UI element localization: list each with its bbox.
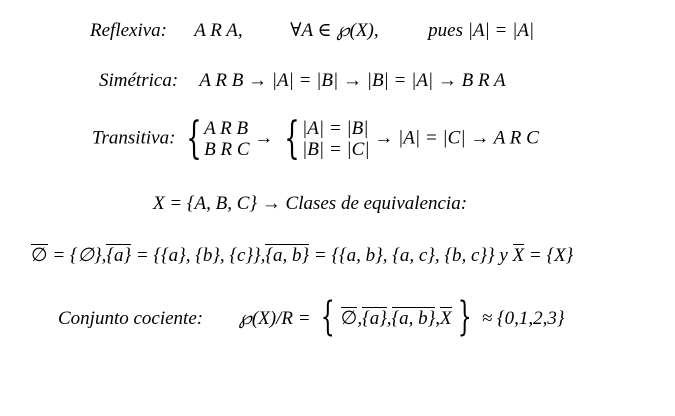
clase-vacio: ∅ — [31, 245, 48, 266]
clase-ab-eq: = {{a, b}, {a, c}, {b, c}} — [313, 245, 495, 266]
simetrica-label: Simétrica: — [99, 70, 179, 91]
reflexiva-label: Reflexiva: — [90, 20, 168, 41]
simetrica-line — [0, 69, 675, 93]
transitiva-case-2: B R C — [204, 138, 250, 160]
clase-a-eq: = {{a}, {b}, {c}}, — [135, 245, 266, 266]
cociente-ab: {a, b} — [391, 308, 436, 329]
clase-x: X — [512, 245, 525, 266]
cociente-a: {a} — [362, 308, 387, 329]
reflexiva-forall: ∀A ∈ ℘(X), — [290, 20, 379, 41]
transitiva-tail: → |A| = |C| → A R C — [374, 127, 539, 149]
cociente-close-brace: } — [457, 294, 472, 340]
transitiva-label: Transitiva: — [92, 127, 176, 149]
cociente-lhs: ℘(X)/R = — [238, 308, 311, 329]
clases-label: Clases de equivalencia: — [285, 193, 468, 214]
transitiva-eq-1: |A| = |B| — [302, 117, 369, 139]
clase-a: a — [114, 245, 124, 266]
transitiva-equalities — [278, 112, 370, 164]
transitiva-cases — [180, 112, 250, 164]
conjunto-x-line — [0, 192, 675, 216]
conjunto-x-expr: X = {A, B, C} → — [153, 193, 281, 214]
clase-x-eq: = {X} — [528, 245, 574, 266]
reflexiva-pues: pues — [428, 20, 463, 41]
transitiva-case-1: A R B — [204, 117, 249, 139]
clase-a-overline: {a} — [106, 245, 132, 266]
reflexiva-rhs: |A| = |A| — [467, 20, 535, 41]
cociente-x: X — [440, 308, 452, 329]
left-brace-1: { — [186, 112, 202, 164]
left-brace-2: { — [284, 112, 300, 164]
transitiva-eq-2: |B| = |C| — [302, 138, 370, 160]
clase-y: y — [499, 245, 508, 266]
clase-ab-overline: {a, b} — [265, 245, 310, 266]
reflexiva-line — [0, 19, 675, 43]
cociente-approx: ≈ {0,1,2,3} — [481, 308, 565, 329]
simetrica-expr: A R B → |A| = |B| → |B| = |A| → B R A — [199, 70, 506, 91]
clase-vacio-eq: = {∅}, — [52, 245, 107, 266]
reflexiva-expr: A R A, — [194, 20, 243, 41]
cociente-label: Conjunto cociente: — [58, 308, 204, 329]
transitiva-line — [0, 112, 675, 164]
clase-ab: a, b — [273, 245, 302, 266]
cociente-open-brace: { — [321, 294, 336, 340]
cociente-vacio: ∅ — [340, 308, 358, 329]
transitiva-arrow-1: → — [254, 127, 274, 149]
clases-line — [0, 244, 675, 268]
cociente-line: Conjunto cociente: ℘(X)/R = { ∅,{a},{a, b},X } ≈ {0,1,2,3} — [58, 294, 565, 340]
